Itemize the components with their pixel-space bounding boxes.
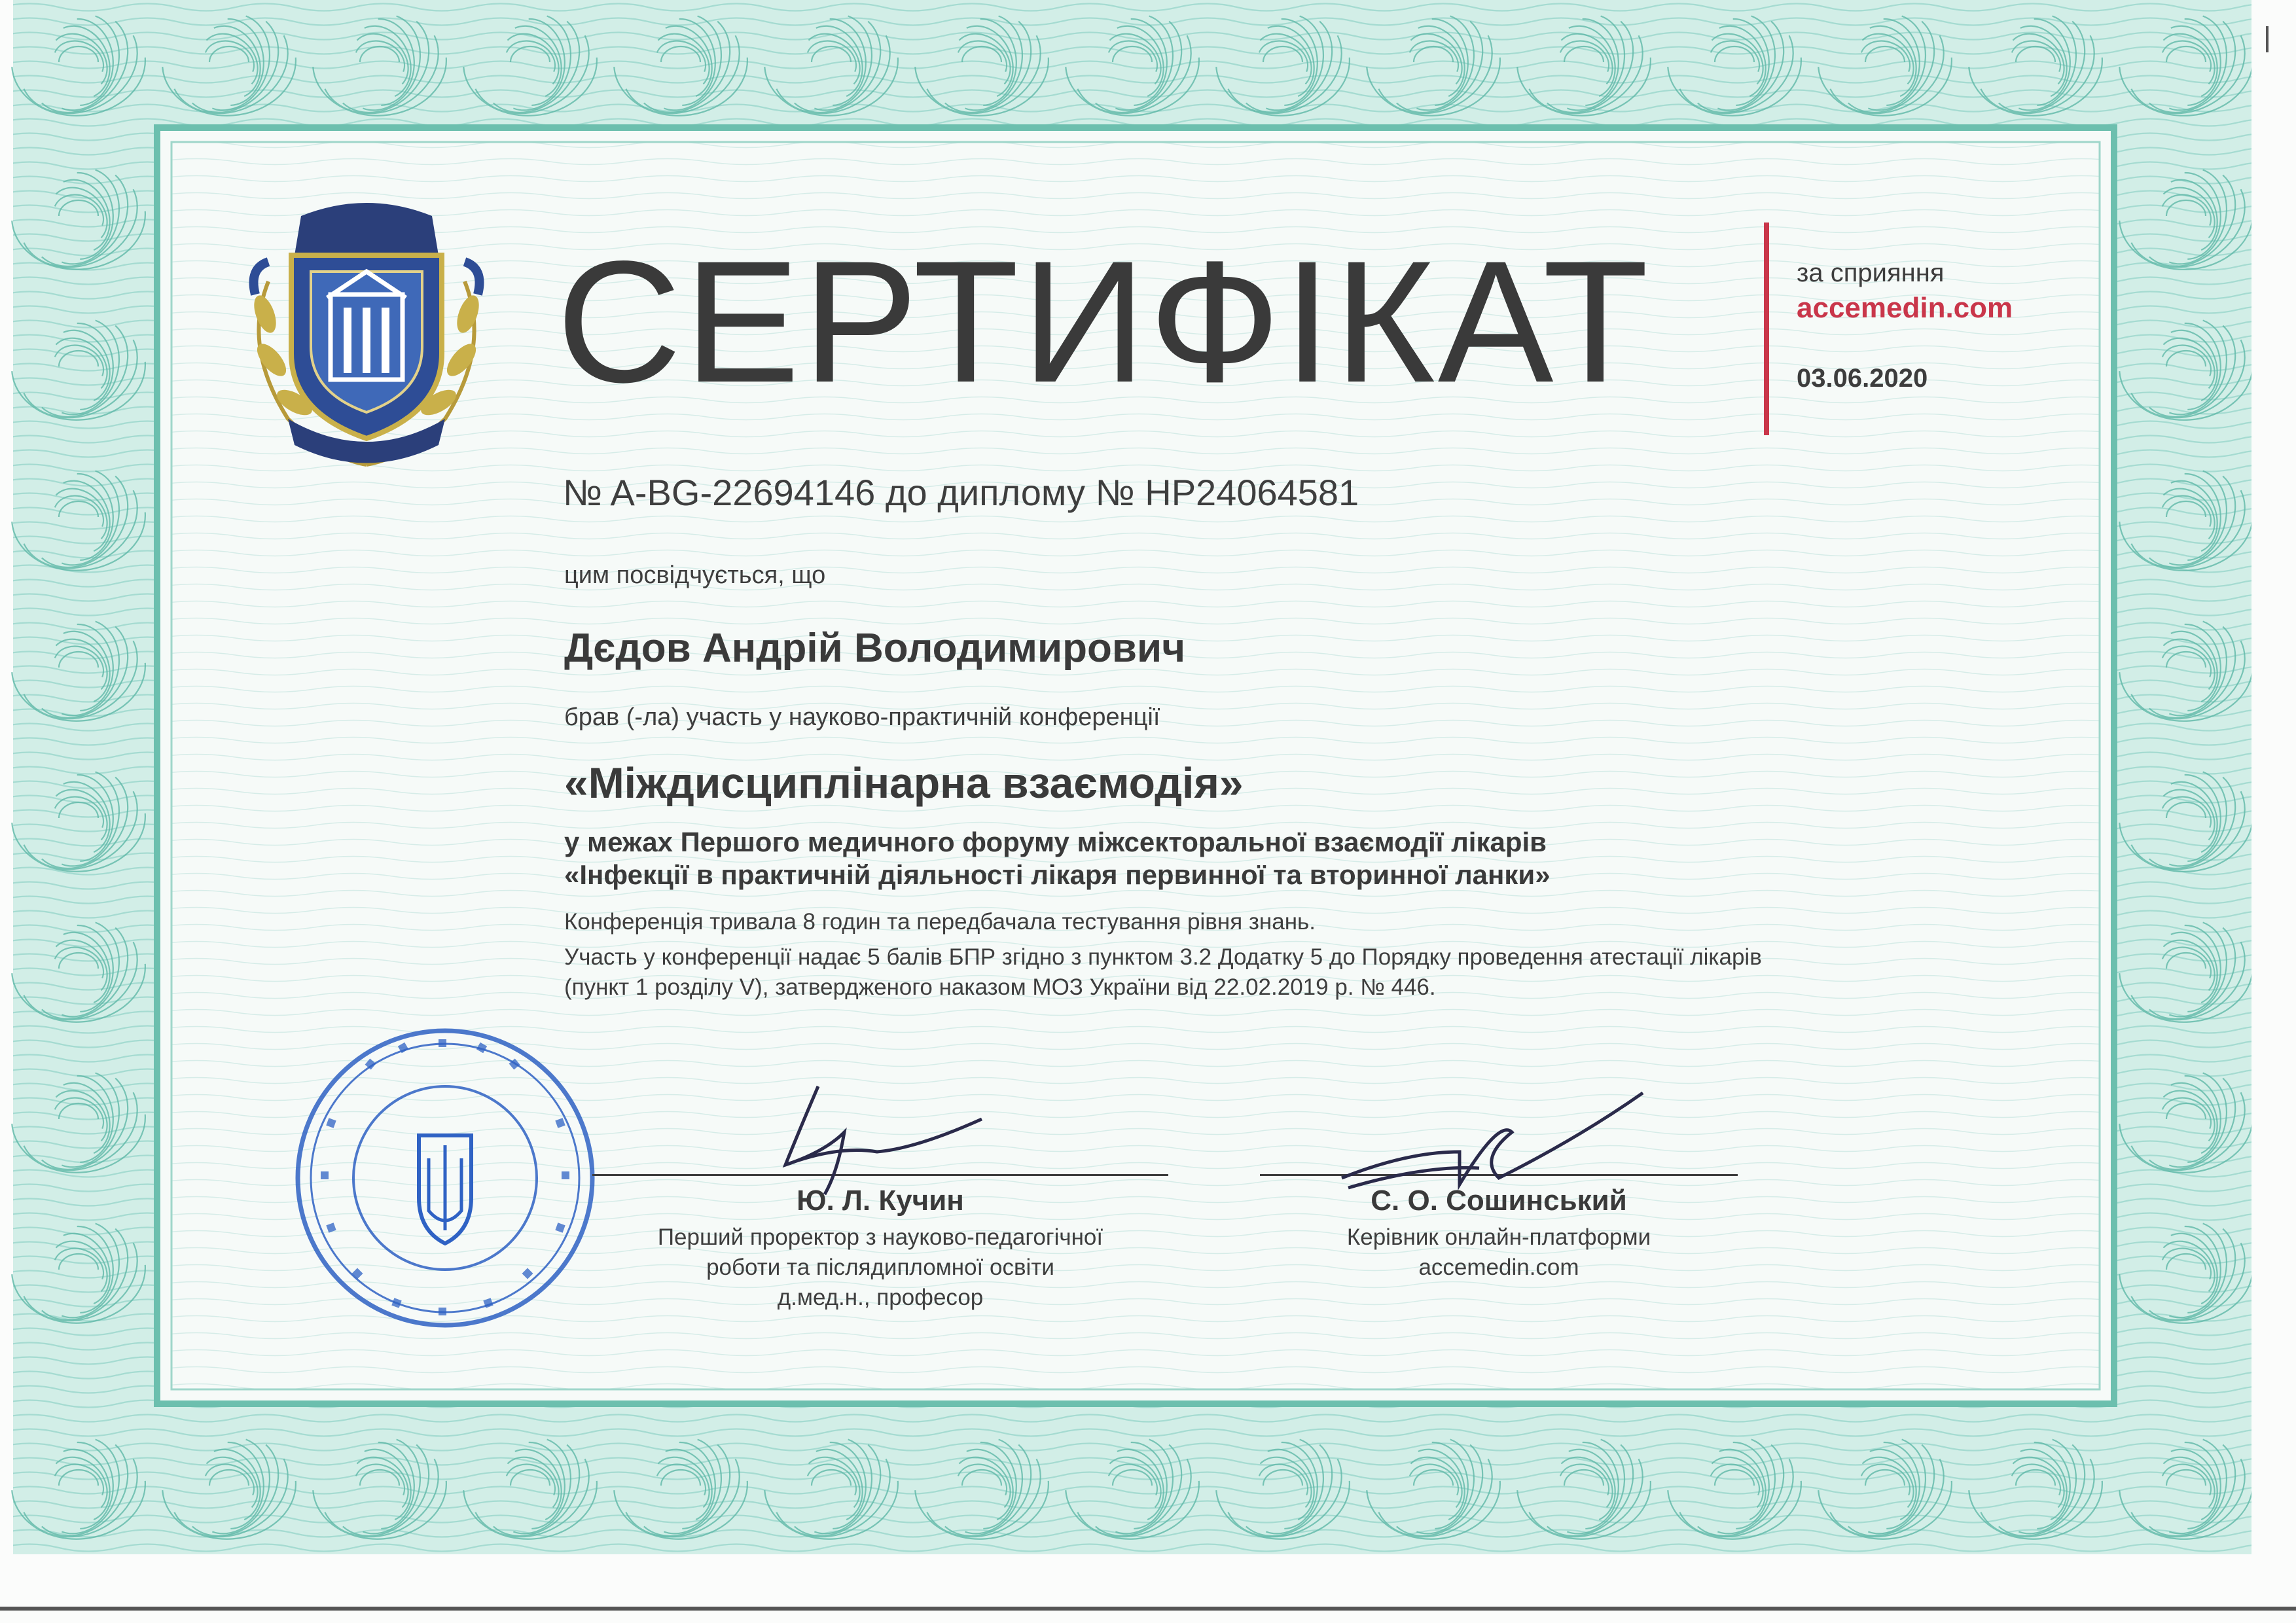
forum-line-1: у межах Першого медичного форуму міжсекторальної взаємодії лікарів <box>564 827 1547 857</box>
signatory-right-role-line-1: Керівник онлайн-платформи <box>1346 1224 1651 1250</box>
signatory-right-name: С. О. Сошинський <box>1371 1185 1627 1217</box>
certificate-title: СЕРТИФІКАТ <box>556 225 1651 419</box>
signatory-left-role-line-2: роботи та післядипломної освіти <box>706 1255 1054 1280</box>
participation-text: брав (-ла) участь у науково-практичній конференції <box>564 704 1160 731</box>
signatory-right-role <box>1260 1222 1738 1283</box>
sponsor-website: accemedin.com <box>1797 292 2013 324</box>
duration-note: Конференція тривала 8 годин та передбачала тестування рівня знань. <box>564 909 1316 935</box>
issue-date: 03.06.2020 <box>1797 364 1928 393</box>
credits-line-1: Участь у конференції надає 5 балів БПР згідно з пунктом 3.2 Додатку 5 до Порядку проведення атестації лікарів <box>564 944 1762 970</box>
signatory-right-role-line-2: accemedin.com <box>1418 1255 1579 1280</box>
credits-line-2: (пункт 1 розділу V), затвердженого наказом МОЗ України від 22.02.2019 р. № 446. <box>564 974 1436 1000</box>
university-emblem <box>229 183 504 471</box>
conference-title: «Міждисциплінарна взаємодія» <box>564 758 1244 807</box>
university-stamp <box>288 1021 602 1335</box>
signatory-left-role <box>592 1222 1168 1313</box>
signatory-left-name: Ю. Л. Кучин <box>797 1185 964 1217</box>
signatory-left-role-line-3: д.мед.н., професор <box>777 1285 984 1310</box>
recipient-name: Дєдов Андрій Володимирович <box>564 626 1186 671</box>
sponsor-label: за сприяння <box>1797 259 1945 287</box>
signature-right <box>1329 1080 1656 1198</box>
forum-line-2: «Інфекції в практичній діяльності лікаря первинної та вторинної ланки» <box>564 859 1551 890</box>
forum-description <box>564 826 1551 891</box>
intro-text: цим посвідчується, що <box>564 562 826 589</box>
certificate-number: № A-BG-22694146 до диплому № НР24064581 <box>563 472 1359 513</box>
signatory-left-role-line-1: Перший проректор з науково-педагогічної <box>657 1224 1103 1250</box>
sponsor-divider <box>1764 223 1769 435</box>
credits-note <box>564 942 1762 1003</box>
